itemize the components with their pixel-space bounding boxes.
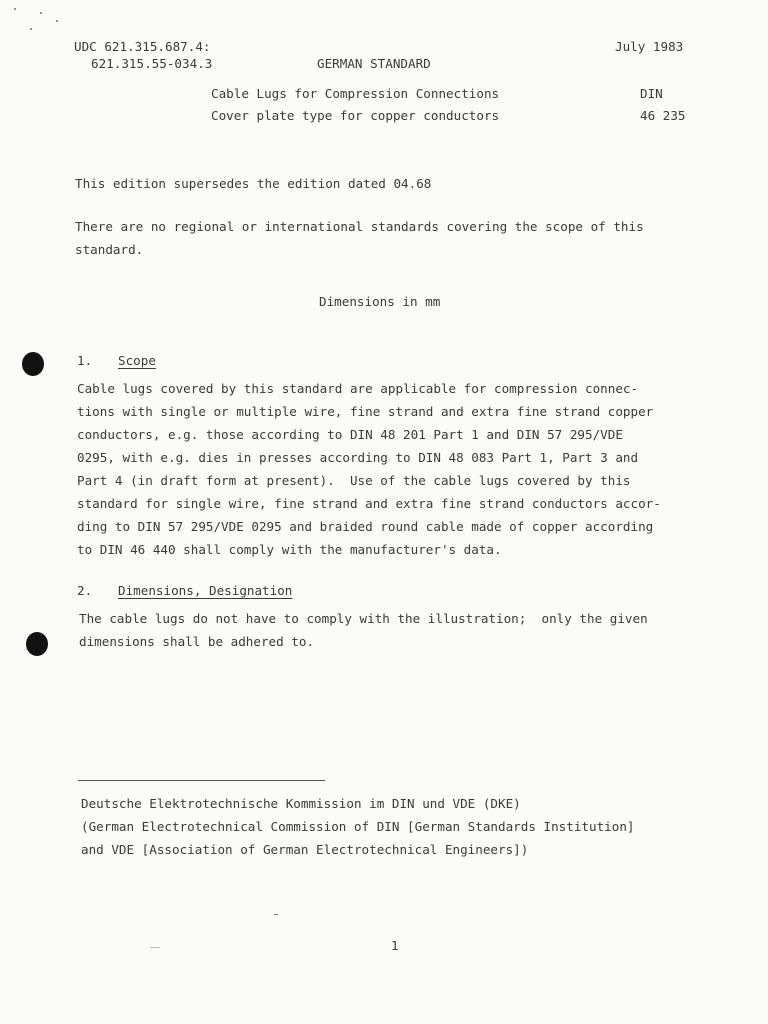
paper-speck [40,12,42,14]
supersedes-note: This edition supersedes the edition dated 04.68 [75,176,432,191]
scope-line: conductors, e.g. those according to DIN 48 201 Part 1 and DIN 57 295/VDE [77,427,623,442]
paper-speck [30,28,32,30]
paper-speck [56,20,58,22]
dimensions-line: dimensions shall be adhered to. [79,634,315,649]
punch-hole [22,352,44,376]
title-line-1: Cable Lugs for Compression Connections [211,86,500,101]
scope-line: tions with single or multiple wire, fine strand and extra fine strand copper [77,404,654,419]
paper-speck [150,947,160,948]
dimensions-note: Dimensions in mm [319,294,441,309]
scope-line: standard for single wire, fine strand and extra fine strand conductors accor- [77,496,661,511]
footnote-line-3: and VDE [Association of German Electrotechnical Engineers]) [81,842,529,857]
scope-line: to DIN 46 440 shall comply with the manufacturer's data. [77,542,502,557]
section-heading: Dimensions, Designation [118,583,293,598]
section-number: 1. [77,353,93,368]
dimensions-line: The cable lugs do not have to comply with the illustration; only the given [79,611,648,626]
section-number: 2. [77,583,93,598]
no-standards-line-1: There are no regional or international standards covering the scope of this [75,219,644,234]
udc-line-2: 621.315.55-034.3 [91,56,213,71]
scope-line: Cable lugs covered by this standard are applicable for compression connec- [77,381,639,396]
udc-line-1: UDC 621.315.687.4: [74,39,211,54]
punch-hole [26,632,48,656]
din-label: DIN [640,86,663,101]
footnote-divider [78,780,325,781]
footnote-line-1: Deutsche Elektrotechnische Kommission im DIN und VDE (DKE) [81,796,521,811]
scope-line: 0295, with e.g. dies in presses according to DIN 48 083 Part 1, Part 3 and [77,450,639,465]
footnote-line-2: (German Electrotechnical Commission of DIN [German Standards Institution] [81,819,635,834]
title-line-2: Cover plate type for copper conductors [211,108,500,123]
paper-speck [14,8,16,10]
din-number: 46 235 [640,108,686,123]
page-number: 1 [391,938,399,953]
standard-type: GERMAN STANDARD [317,56,431,71]
publication-date: July 1983 [615,39,684,54]
no-standards-line-2: standard. [75,242,144,257]
paper-speck [274,914,278,915]
scope-line: Part 4 (in draft form at present). Use of the cable lugs covered by this [77,473,631,488]
scope-line: ding to DIN 57 295/VDE 0295 and braided round cable made of copper according [77,519,654,534]
section-heading: Scope [118,353,156,368]
